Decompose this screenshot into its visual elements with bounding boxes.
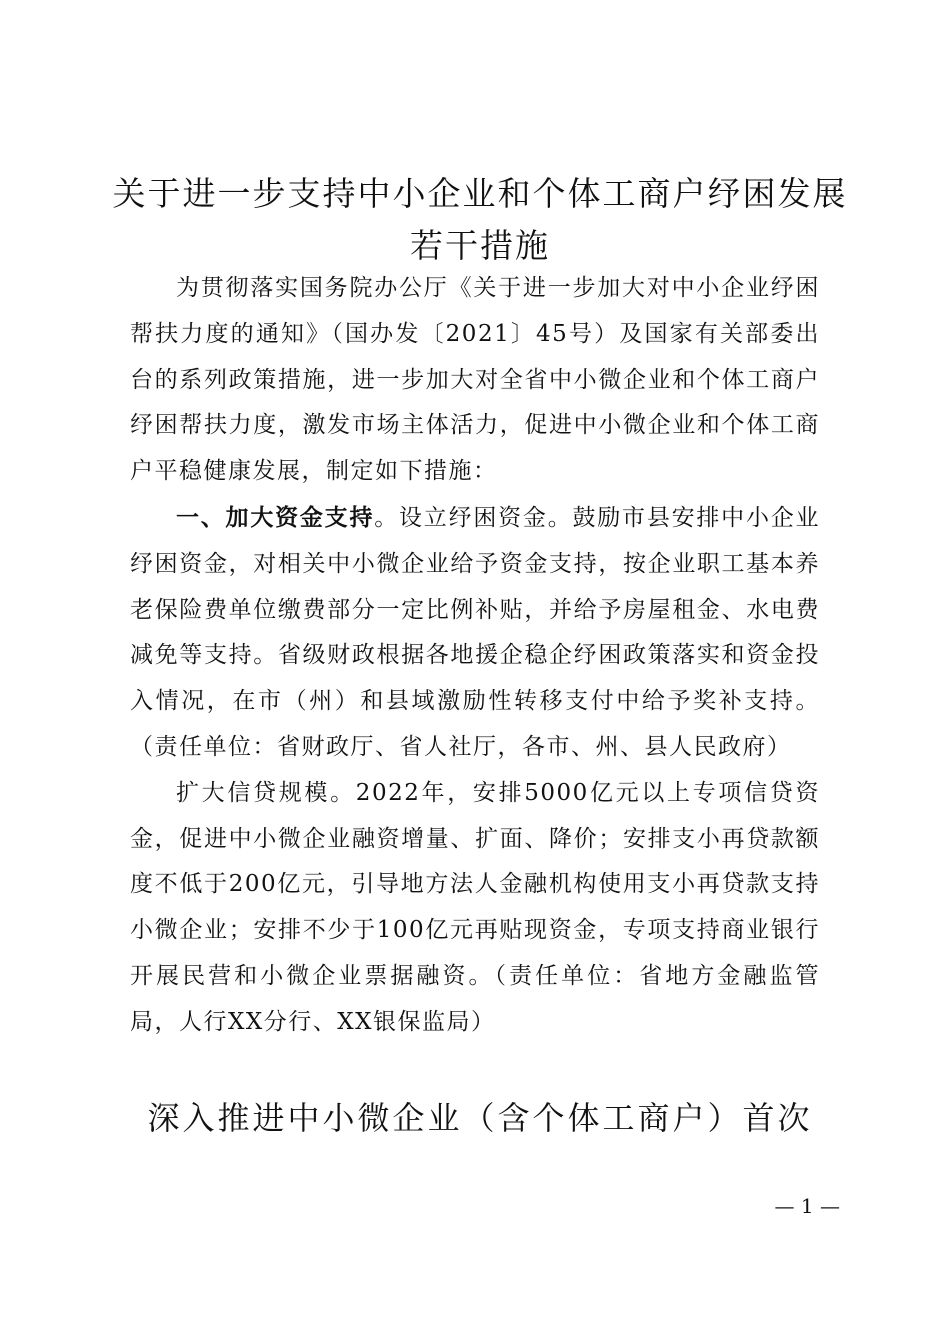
intro-paragraph: 为贯彻落实国务院办公厅《关于进一步加大对中小企业纾困帮扶力度的通知》（国办发〔2021〕45号）及国家有关部委出台的系列政策措施，进一步加大对全省中小微企业和个体工商户纾困帮扶力度，激发市场主体活力，促进中小微企业和个体工商户平稳健康发展，制定如下措施：	[130, 275, 820, 485]
credit-paragraph: 扩大信贷规模。2022年，安排5000亿元以上专项信贷资金，促进中小微企业融资增量、扩面、降价；安排支小再贷款额度不低于200亿元，引导地方法人金融机构使用支小再贷款支持小微企业；安排不少于100亿元再贴现资金，专项支持商业银行开展民营和小微企业票据融资。（责任单位：省地方金融监管局，人行XX分行、XX银保监局）	[130, 779, 820, 1035]
document-title: 关于进一步支持中小企业和个体工商户纾困发展若干措施	[112, 174, 848, 265]
section-subheading: 深入推进中小微企业（含个体工商户）首次	[147, 1099, 813, 1137]
section-1-text: 设立纾困资金。鼓励市县安排中小企业纾困资金，对相关中小微企业给予资金支持，按企业职工基本养老保险费单位缴费部分一定比例补贴，并给予房屋租金、水电费减免等支持。省级财政根据各地援企稳企纾困政策落实和资金投入情况，在市（州）和县域激励性转移支付中给予奖补支持。（责任单位：省财政厅、省人社厅，各市、州、县人民政府）	[130, 504, 821, 760]
section-1-heading-punct: 。	[374, 504, 400, 531]
section-1-heading: 一、加大资金支持	[176, 503, 375, 531]
document-body	[130, 266, 820, 1046]
section-1-paragraph	[130, 495, 820, 771]
page-number: — 1 —	[774, 1194, 840, 1218]
